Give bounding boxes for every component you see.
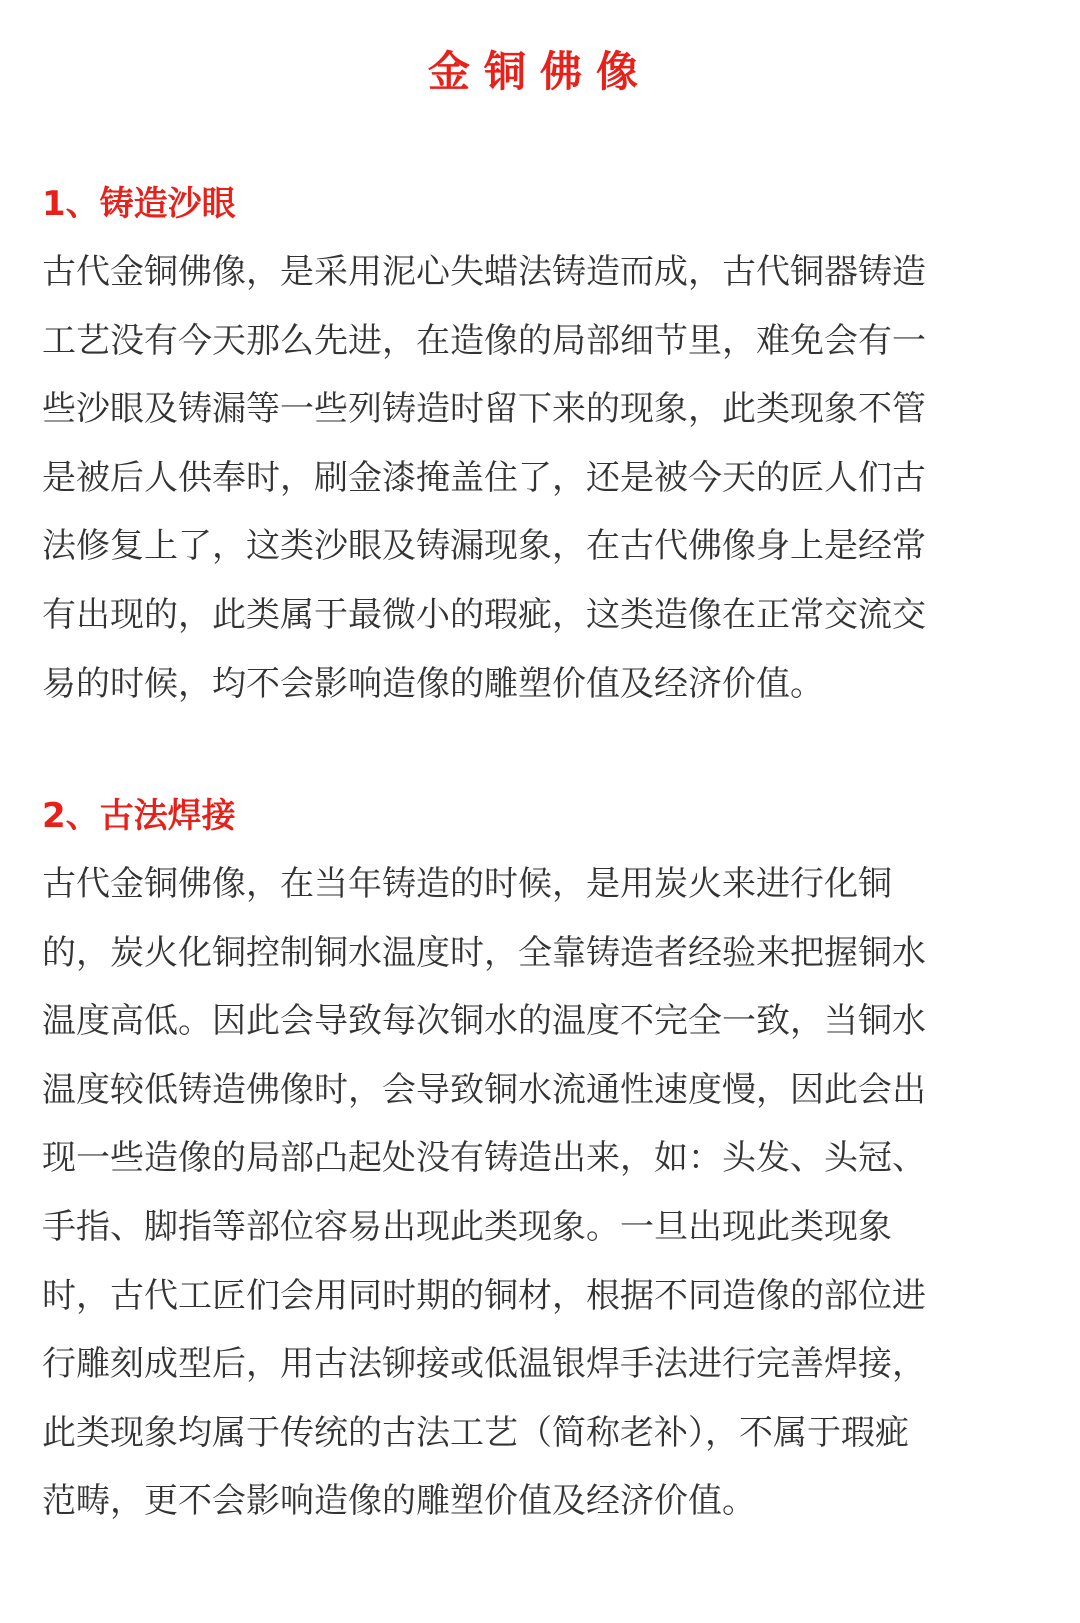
- paragraph-line: 工艺没有今天那么先进，在造像的局部细节里，难免会有一: [42, 320, 926, 361]
- section-heading: 1、铸造沙眼: [42, 184, 236, 224]
- page-title: 金铜佛像: [427, 47, 652, 96]
- paragraph-line: 是被后人供奉时，刷金漆掩盖住了，还是被今天的匠人们古: [42, 457, 926, 498]
- paragraph-line: 易的时候，均不会影响造像的雕塑价值及经济价值。: [42, 663, 824, 704]
- paragraph-line: 范畴，更不会影响造像的雕塑价值及经济价值。: [42, 1481, 756, 1522]
- section-paragraph: [42, 850, 1042, 1536]
- paragraph-line: 行雕刻成型后，用古法铆接或低温银焊手法进行完善焊接，: [42, 1344, 926, 1385]
- paragraph-line: 法修复上了，这类沙眼及铸漏现象，在古代佛像身上是经常: [42, 526, 926, 567]
- paragraph-line: 的，炭火化铜控制铜水温度时，全靠铸造者经验来把握铜水: [42, 932, 926, 973]
- section-ancient-welding: [42, 790, 1042, 1536]
- paragraph-line: 些沙眼及铸漏等一些列铸造时留下来的现象，此类现象不管: [42, 389, 926, 430]
- section-paragraph: [42, 238, 1042, 718]
- paragraph-line: 古代金铜佛像，在当年铸造的时候，是用炭火来进行化铜: [42, 864, 892, 904]
- paragraph-line: 此类现象均属于传统的古法工艺（简称老补），不属于瑕疵: [42, 1412, 909, 1453]
- section-heading: 2、古法焊接: [42, 796, 236, 836]
- section-casting-sand-holes: [42, 178, 1042, 718]
- paragraph-line: 时，古代工匠们会用同时期的铜材，根据不同造像的部位进: [42, 1275, 926, 1316]
- paragraph-line: 温度较低铸造佛像时，会导致铜水流通性速度慢，因此会出: [42, 1069, 926, 1110]
- paragraph-line: 温度高低。因此会导致每次铜水的温度不完全一致，当铜水: [42, 1001, 926, 1042]
- paragraph-line: 现一些造像的局部凸起处没有铸造出来，如：头发、头冠、: [42, 1138, 926, 1179]
- paragraph-line: 手指、脚指等部位容易出现此类现象。一旦出现此类现象: [42, 1206, 892, 1247]
- paragraph-line: 有出现的，此类属于最微小的瑕疵，这类造像在正常交流交: [42, 594, 926, 635]
- paragraph-line: 古代金铜佛像，是采用泥心失蜡法铸造而成，古代铜器铸造: [42, 252, 926, 292]
